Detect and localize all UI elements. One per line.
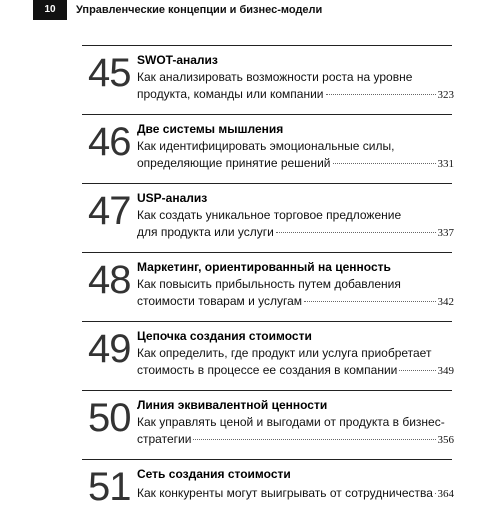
page-reference: 323 bbox=[437, 89, 454, 101]
description-line: Как создать уникальное торговое предложение bbox=[137, 208, 402, 222]
chapter-description bbox=[137, 69, 454, 104]
chapter-title: Маркетинг, ориентированный на ценность bbox=[137, 260, 391, 274]
description-last-line bbox=[137, 293, 454, 311]
chapter-title: Сеть создания стоимости bbox=[137, 467, 291, 481]
entry-divider bbox=[82, 252, 452, 253]
chapter-number: 45 bbox=[88, 51, 131, 95]
dot-leader bbox=[304, 301, 435, 302]
page-reference: 356 bbox=[437, 434, 454, 446]
toc-entry[interactable] bbox=[0, 45, 500, 114]
chapter-number: 51 bbox=[88, 465, 131, 509]
page-reference: 364 bbox=[437, 488, 454, 500]
entry-divider bbox=[82, 459, 452, 460]
dot-leader bbox=[399, 370, 435, 371]
running-head bbox=[0, 0, 500, 22]
chapter-number: 49 bbox=[88, 327, 131, 371]
dot-leader bbox=[333, 163, 436, 164]
chapter-number: 46 bbox=[88, 120, 131, 164]
entry-divider bbox=[82, 321, 452, 322]
chapter-description bbox=[137, 207, 454, 242]
running-head-title: Управленческие концепции и бизнес-модели bbox=[76, 4, 323, 16]
description-line: Как идентифицировать эмоциональные силы, bbox=[137, 139, 395, 153]
page-reference: 349 bbox=[437, 365, 454, 377]
description-line: стоимость в процессе ее создания в компании bbox=[137, 363, 398, 377]
page-number-badge: 10 bbox=[33, 0, 67, 20]
description-line: Как анализировать возможности роста на уровне bbox=[137, 70, 413, 84]
chapter-description bbox=[137, 276, 454, 311]
description-line: Как определить, где продукт или услуга приобретает bbox=[137, 346, 432, 360]
chapter-title: USP-анализ bbox=[137, 191, 208, 205]
chapter-description bbox=[137, 138, 454, 173]
chapter-title: Линия эквивалентной ценности bbox=[137, 398, 328, 412]
description-line: для продукта или услуги bbox=[137, 225, 274, 239]
description-line: стратегии bbox=[137, 432, 192, 446]
description-last-line bbox=[137, 224, 454, 242]
chapter-title: Две системы мышления bbox=[137, 122, 284, 136]
chapter-description bbox=[137, 485, 454, 503]
entry-divider bbox=[82, 45, 452, 46]
chapter-description bbox=[137, 345, 454, 380]
dot-leader bbox=[326, 94, 436, 95]
chapter-number: 48 bbox=[88, 258, 131, 302]
chapter-title: Цепочка создания стоимости bbox=[137, 329, 312, 343]
toc-entry[interactable] bbox=[0, 321, 500, 390]
toc-entry[interactable] bbox=[0, 252, 500, 321]
toc-entry[interactable] bbox=[0, 459, 500, 528]
entry-divider bbox=[82, 183, 452, 184]
description-line: Как управлять ценой и выгодами от продукта в бизнес- bbox=[137, 415, 445, 429]
entry-divider bbox=[82, 114, 452, 115]
description-line: Как конкуренты могут выигрывать от сотрудничества bbox=[137, 486, 433, 500]
chapter-description bbox=[137, 414, 454, 449]
dot-leader bbox=[276, 232, 436, 233]
page-reference: 331 bbox=[437, 158, 454, 170]
chapter-title: SWOT-анализ bbox=[137, 53, 218, 67]
toc-entry[interactable] bbox=[0, 114, 500, 183]
dot-leader bbox=[193, 439, 435, 440]
chapter-number: 50 bbox=[88, 396, 131, 440]
description-last-line bbox=[137, 155, 454, 173]
description-last-line bbox=[137, 431, 454, 449]
description-last-line bbox=[137, 362, 454, 380]
description-line: Как повысить прибыльность путем добавления bbox=[137, 277, 401, 291]
description-last-line bbox=[137, 86, 454, 104]
entry-divider bbox=[82, 390, 452, 391]
description-line: определяющие принятие решений bbox=[137, 156, 331, 170]
toc-entry[interactable] bbox=[0, 183, 500, 252]
page-reference: 337 bbox=[437, 227, 454, 239]
chapter-number: 47 bbox=[88, 189, 131, 233]
description-line: стоимости товарам и услугам bbox=[137, 294, 303, 308]
description-last-line bbox=[137, 485, 454, 503]
page-reference: 342 bbox=[437, 296, 454, 308]
dot-leader bbox=[435, 493, 436, 494]
description-line: продукта, команды или компании bbox=[137, 87, 324, 101]
toc-entry[interactable] bbox=[0, 390, 500, 459]
